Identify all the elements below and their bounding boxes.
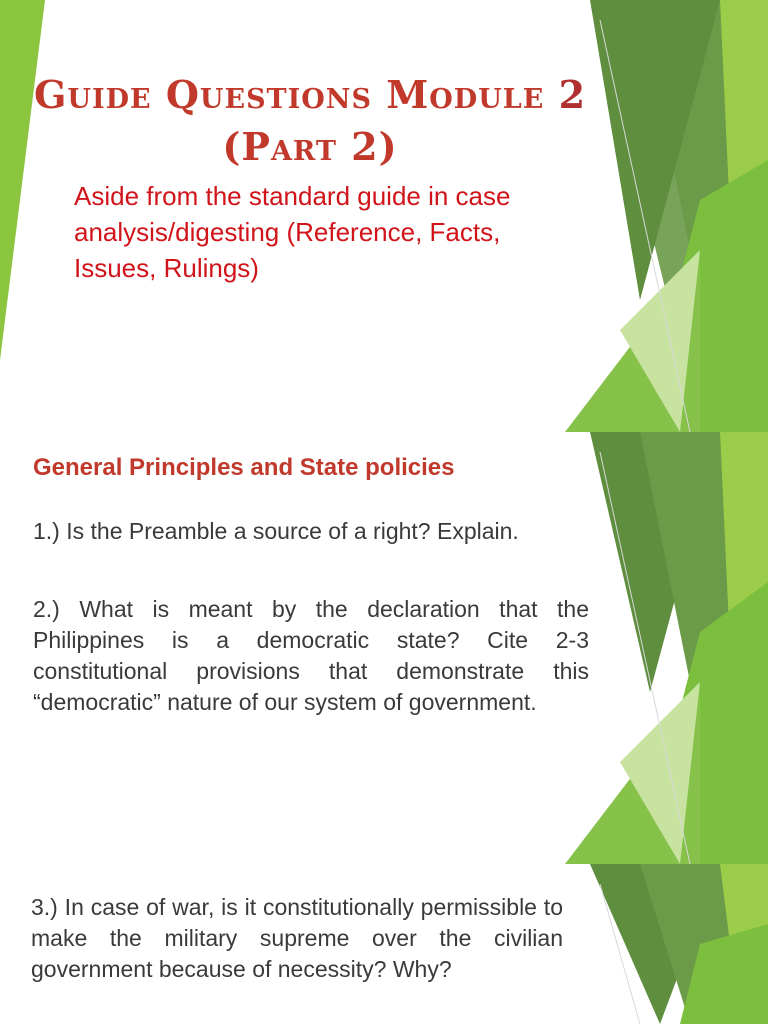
left-green-shape — [0, 0, 45, 360]
title-line-2: (Part 2) — [222, 124, 398, 169]
slide-1 — [0, 0, 768, 432]
subtitle: Aside from the standard guide in case analysis/digesting (Reference, Facts, Issues, Rulings) — [74, 181, 511, 283]
question-2: 2.) What is meant by the declaration that the Philippines is a democratic state? Cite 2-3 constitutional provisions that demonstrate this “democratic” nature of our system of government. — [33, 596, 589, 715]
title-text: Guide Questions Module — [33, 72, 545, 117]
slide-3 — [0, 864, 768, 1024]
slide-2 — [0, 432, 768, 864]
title-number: 2 — [558, 72, 587, 117]
question-1: 1.) Is the Preamble a source of a right? Explain. — [33, 518, 519, 544]
title-line-1 — [0, 72, 620, 117]
question-3: 3.) In case of war, is it constitutionally permissible to make the military supreme over the civilian government because of necessity? Why? — [31, 894, 563, 982]
section-heading: General Principles and State policies — [33, 454, 455, 481]
